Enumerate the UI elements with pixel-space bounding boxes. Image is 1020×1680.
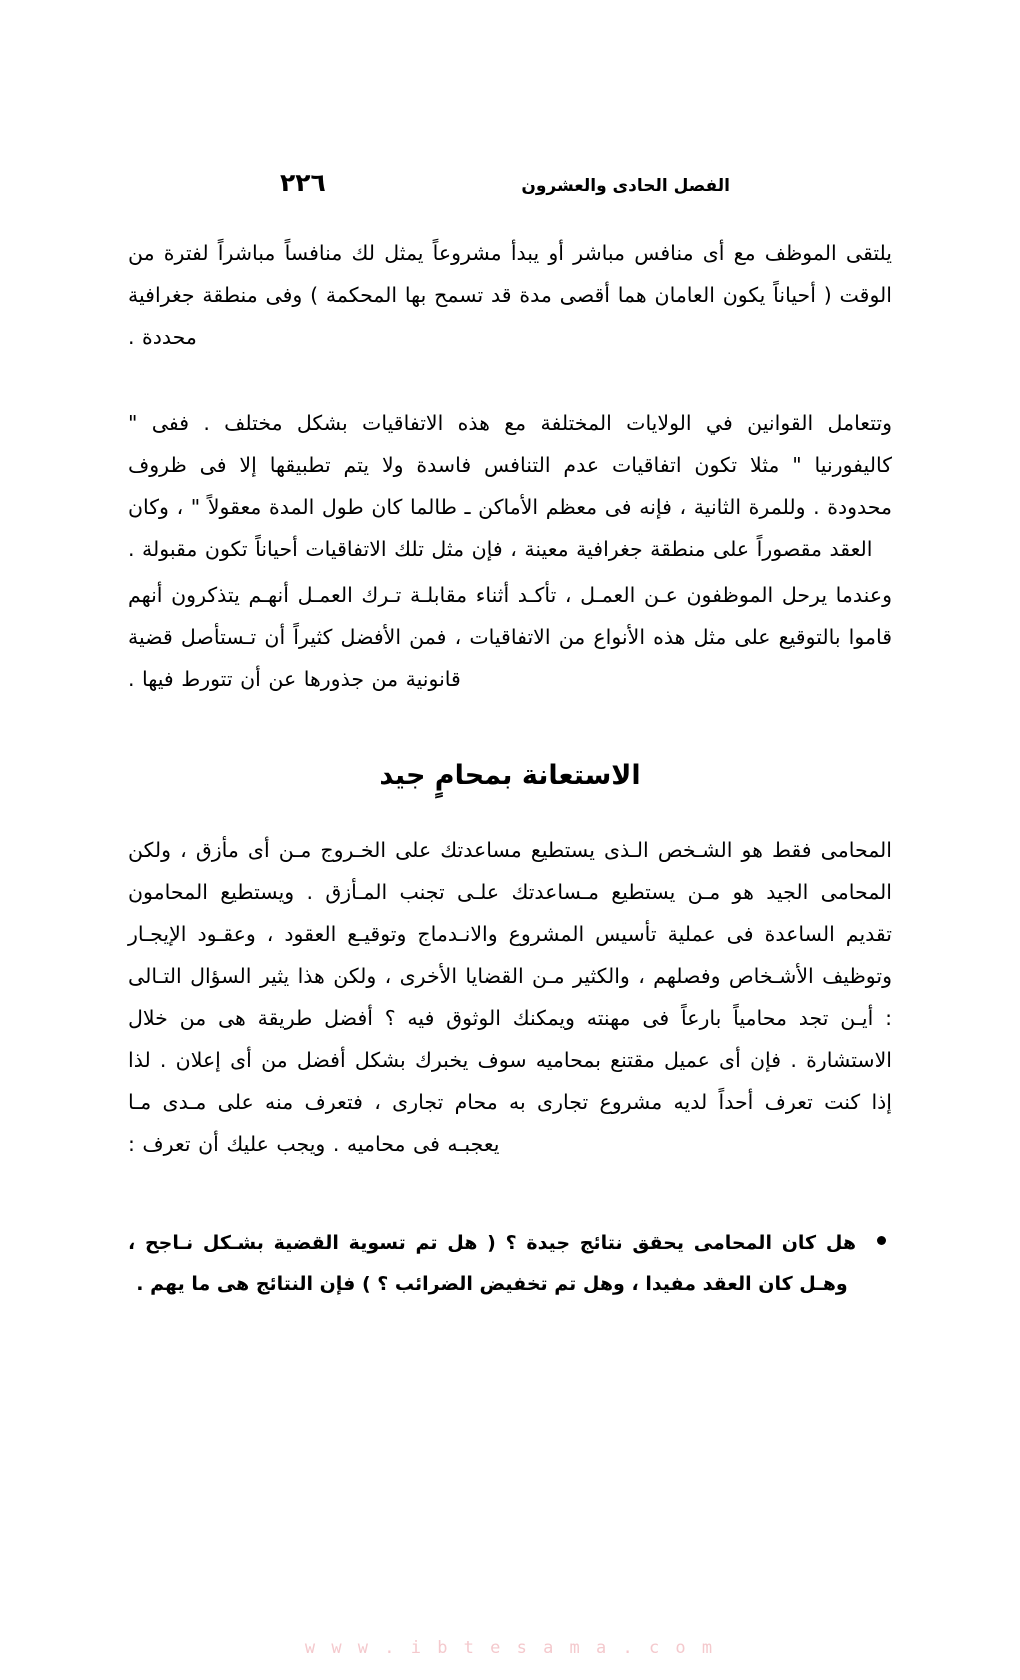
list-item-text: هل كان المحامى يحقق نتائج جيدة ؟ ( هل تم تسوية القضية بشـكل نـاجح ، وهـل كان العقد مفيدا ، وهل تم تخفيض الضرائب ؟ ) فإن النتائج هى ما يهم . <box>128 1232 856 1295</box>
paragraph-4: المحامى فقط هو الشـخص الـذى يستطيع مساعدتك على الخـروج مـن أى مأزق ، ولكن المحامى الجيد هو مـن يستطيع مـساعدتك علـى تجنب المـأزق . ويستطيع المحامون تقديم الساعدة فى عملية تأسيس المشروع والانـدماج وتوقيـع العقود ، وعقـود الإيجـار وتوظيف الأشـخاص وفصلهم ، والكثير مـن القضايا الأخرى ، ولكن هذا يثير السؤال التـالى : أيـن تجد محامياً بارعاً فى مهنته ويمكنك الوثوق فيه ؟ أفضل طريقة هى من خلال الاستشارة . فإن أى عميل مقتنع بمحاميه سوف يخبرك بشكل أفضل من أى إعلان . لذا إذا كنت تعرف أحداً لديه مشروع تجارى به محام تجارى ، فتعرف منه على مـدى مـا يعجبـه فى محاميه . ويجب عليك أن تعرف : <box>128 838 892 1156</box>
paragraph-1: يلتقى الموظف مع أى منافس مباشر أو يبدأ مشروعاً يمثل لك منافساً مباشراً لفترة من الوقت ( أحياناً يكون العامان هما أقصى مدة قد تسمح بها المحكمة ) وفى منطقة جغرافية محددة . <box>128 241 892 349</box>
bullet-dot-icon <box>877 1236 886 1245</box>
page-number: ٢٢٦ <box>280 168 326 197</box>
section-heading: الاستعانة بمحامٍ جيد <box>379 760 641 791</box>
page-body <box>128 232 892 1305</box>
list-item <box>128 1223 892 1305</box>
heading-spacer-top <box>128 700 892 760</box>
watermark-footer: w w w . i b t e s a m a . c o m <box>304 1638 716 1658</box>
bullet-list <box>128 1223 892 1305</box>
paragraph-3: وعندما يرحل الموظفون عـن العمـل ، تأكـد أثناء مقابلـة تـرك العمـل أنهـم يتذكرون أنهم قاموا بالتوقيع على مثل هذه الأنواع من الاتفاقيات ، فمن الأفضل كثيراً أن تـستأصل قضية قانونية من جذورها عن أن تتورط فيها . <box>128 583 892 691</box>
heading-spacer-bottom <box>128 791 892 829</box>
paragraph-spacer <box>128 358 892 402</box>
bullets-spacer <box>128 1165 892 1223</box>
running-head <box>120 168 900 197</box>
paragraph-2: وتتعامل القوانين في الولايات المختلفة مع هذه الاتفاقيات بشكل مختلف . ففى " كاليفورنيا " مثلا تكون اتفاقيات عدم التنافس فاسدة ولا يتم تطبيقها إلا فى ظروف محدودة . وللمرة الثانية ، فإنه فى معظم الأماكن ـ طالما كان طول المدة معقولاً " ، وكان العقد مقصوراً على منطقة جغرافية معينة ، فإن مثل تلك الاتفاقيات أحياناً تكون مقبولة . <box>128 411 892 561</box>
chapter-title: الفصل الحادى والعشرون <box>521 176 730 196</box>
